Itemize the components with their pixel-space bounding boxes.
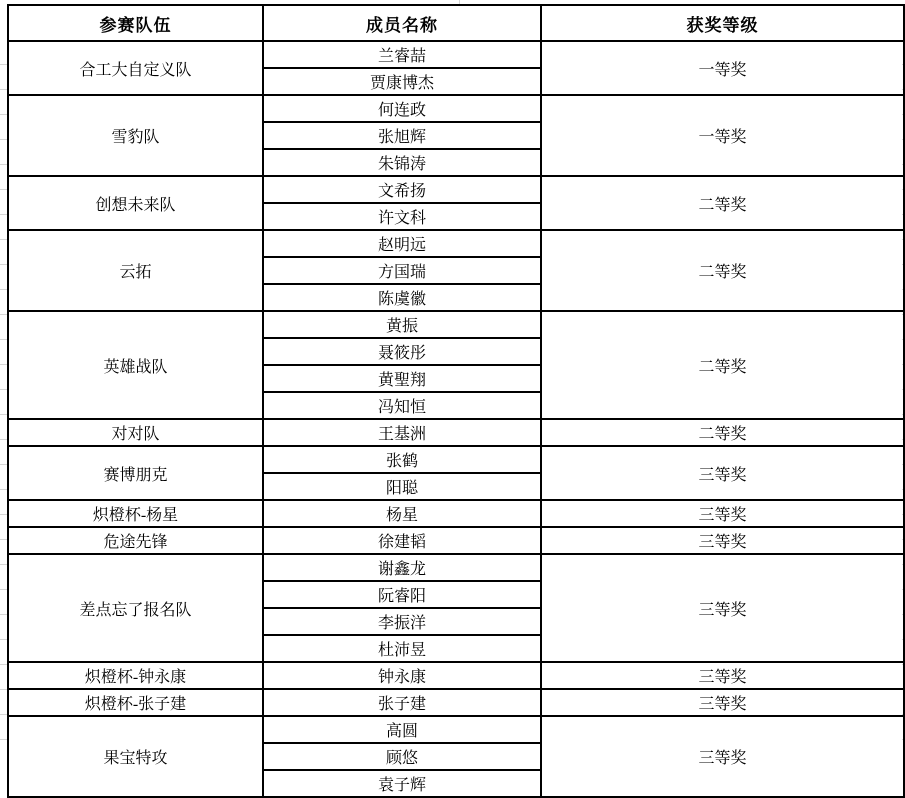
- team-name-cell: 炽橙杯-张子建: [8, 689, 263, 716]
- award-level-cell: 二等奖: [541, 419, 904, 446]
- team-name-cell: 危途先锋: [8, 527, 263, 554]
- member-name-cell: 陈虞徽: [263, 284, 541, 311]
- member-name-cell: 张旭辉: [263, 122, 541, 149]
- member-name-cell: 高圆: [263, 716, 541, 743]
- award-level-cell: 三等奖: [541, 527, 904, 554]
- header-row: [8, 5, 904, 41]
- member-name-cell: 文希扬: [263, 176, 541, 203]
- table-row: [8, 41, 904, 68]
- team-name-cell: 合工大自定义队: [8, 41, 263, 95]
- member-name-cell: 朱锦涛: [263, 149, 541, 176]
- team-name-cell: 雪豹队: [8, 95, 263, 176]
- table-row: [8, 527, 904, 554]
- member-name-cell: 徐建韬: [263, 527, 541, 554]
- awards-table: [7, 4, 905, 798]
- awards-table-body: [8, 41, 904, 797]
- member-name-cell: 顾悠: [263, 743, 541, 770]
- award-level-cell: 三等奖: [541, 554, 904, 662]
- member-name-cell: 冯知恒: [263, 392, 541, 419]
- award-level-cell: 一等奖: [541, 95, 904, 176]
- table-row: [8, 716, 904, 743]
- member-name-cell: 许文科: [263, 203, 541, 230]
- table-row: [8, 419, 904, 446]
- team-name-cell: 炽橙杯-杨星: [8, 500, 263, 527]
- team-name-cell: 对对队: [8, 419, 263, 446]
- member-name-cell: 钟永康: [263, 662, 541, 689]
- award-level-cell: 三等奖: [541, 662, 904, 689]
- award-level-cell: 三等奖: [541, 716, 904, 797]
- header-team-column: 参赛队伍: [8, 5, 263, 41]
- table-row: [8, 95, 904, 122]
- table-row: [8, 176, 904, 203]
- team-name-cell: 果宝特攻: [8, 716, 263, 797]
- award-level-cell: 二等奖: [541, 230, 904, 311]
- member-name-cell: 兰睿喆: [263, 41, 541, 68]
- table-row: [8, 554, 904, 581]
- team-name-cell: 创想未来队: [8, 176, 263, 230]
- team-name-cell: 赛博朋克: [8, 446, 263, 500]
- header-member-column: 成员名称: [263, 5, 541, 41]
- team-name-cell: 云拓: [8, 230, 263, 311]
- table-row: [8, 500, 904, 527]
- award-level-cell: 三等奖: [541, 500, 904, 527]
- margin-gridline-left: [0, 40, 7, 741]
- member-name-cell: 谢鑫龙: [263, 554, 541, 581]
- member-name-cell: 张子建: [263, 689, 541, 716]
- member-name-cell: 杜沛昱: [263, 635, 541, 662]
- award-level-cell: 二等奖: [541, 311, 904, 419]
- table-row: [8, 446, 904, 473]
- member-name-cell: 阮睿阳: [263, 581, 541, 608]
- member-name-cell: 李振洋: [263, 608, 541, 635]
- member-name-cell: 赵明远: [263, 230, 541, 257]
- member-name-cell: 贾康博杰: [263, 68, 541, 95]
- table-row: [8, 230, 904, 257]
- member-name-cell: 王基洲: [263, 419, 541, 446]
- header-award-column: 获奖等级: [541, 5, 904, 41]
- member-name-cell: 张鹤: [263, 446, 541, 473]
- award-level-cell: 三等奖: [541, 689, 904, 716]
- table-row: [8, 689, 904, 716]
- member-name-cell: 黄聖翔: [263, 365, 541, 392]
- member-name-cell: 阳聪: [263, 473, 541, 500]
- member-name-cell: 聂筱彤: [263, 338, 541, 365]
- team-name-cell: 差点忘了报名队: [8, 554, 263, 662]
- awards-table-header: [8, 5, 904, 41]
- award-level-cell: 一等奖: [541, 41, 904, 95]
- member-name-cell: 杨星: [263, 500, 541, 527]
- team-name-cell: 炽橙杯-钟永康: [8, 662, 263, 689]
- member-name-cell: 何连政: [263, 95, 541, 122]
- award-level-cell: 三等奖: [541, 446, 904, 500]
- award-level-cell: 二等奖: [541, 176, 904, 230]
- table-row: [8, 662, 904, 689]
- member-name-cell: 方国瑞: [263, 257, 541, 284]
- member-name-cell: 黄振: [263, 311, 541, 338]
- team-name-cell: 英雄战队: [8, 311, 263, 419]
- table-row: [8, 311, 904, 338]
- member-name-cell: 袁子辉: [263, 770, 541, 797]
